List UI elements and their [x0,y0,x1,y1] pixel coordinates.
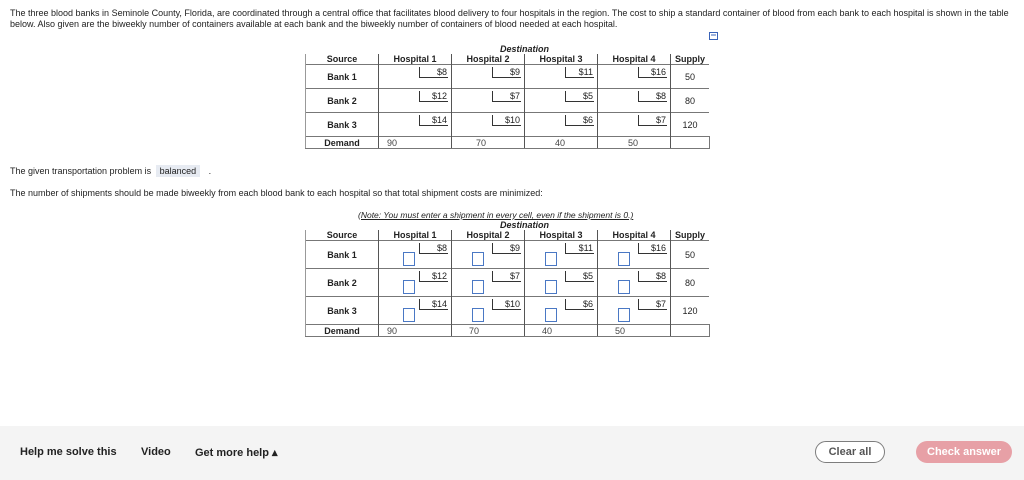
cost-value: $11 [565,243,594,254]
cost-value: $9 [492,67,521,78]
hospital-header: Hospital 3 [525,54,598,65]
cost-value: $7 [638,299,667,310]
shipment-input[interactable] [403,308,415,322]
cost-value: $7 [638,115,667,126]
check-answer-button[interactable]: Check answer [916,441,1012,463]
cost-table [305,44,710,149]
cost-value: $5 [565,271,594,282]
supply-header: Supply [674,230,705,240]
shipment-table [305,220,710,337]
source-header: Source [306,230,379,241]
shipment-input[interactable] [545,252,557,266]
source-label: Bank 1 [306,241,379,269]
shipment-input[interactable] [472,308,484,322]
cost-value: $6 [565,115,594,126]
demand-value: 40 [525,137,598,149]
hospital-header: Hospital 4 [598,54,671,65]
source-label: Bank 3 [306,297,379,325]
demand-value: 90 [379,325,452,337]
balanced-dropdown[interactable]: balanced [156,165,201,177]
cost-value: $9 [492,243,521,254]
hospital-header: Hospital 1 [379,54,452,65]
demand-value: 90 [379,137,452,149]
demand-label: Demand [306,325,379,337]
note-text: (Note: You must enter a shipment in every cell, even if the shipment is 0.) [358,210,634,220]
shipment-input[interactable] [545,308,557,322]
cost-value: $8 [638,91,667,102]
supply-value: 80 [671,89,710,113]
destination-title: Destination [499,220,549,230]
cost-value: $10 [492,115,521,126]
source-header: Source [306,54,379,65]
cost-value: $5 [565,91,594,102]
cost-value: $14 [419,299,448,310]
shipment-input[interactable] [403,280,415,294]
clear-all-button[interactable]: Clear all [815,441,885,463]
table-row [306,113,710,137]
supply-value: 120 [671,297,710,325]
table-row [306,65,710,89]
supply-value: 50 [671,65,710,89]
cost-value: $16 [638,243,667,254]
video-link[interactable]: Video [141,446,171,458]
shipments-text: The number of shipments should be made biweekly from each blood bank to each hospital so that total shipment costs are minimized: [10,188,543,198]
demand-label: Demand [306,137,379,149]
cost-value: $8 [638,271,667,282]
supply-header: Supply [674,54,705,64]
hospital-header: Hospital 3 [525,230,598,241]
balanced-line [10,165,211,177]
demand-value: 40 [525,325,598,337]
demand-value: 70 [452,137,525,149]
source-label: Bank 2 [306,89,379,113]
source-label: Bank 3 [306,113,379,137]
shipment-input[interactable] [618,252,630,266]
hospital-header: Hospital 1 [379,230,452,241]
cost-value: $8 [419,243,448,254]
hospital-header: Hospital 4 [598,230,671,241]
demand-value: 50 [598,325,671,337]
help-me-solve-link[interactable]: Help me solve this [20,446,117,458]
problem-intro: The three blood banks in Seminole County, Florida, are coordinated through a central office that facilitates blood delivery to four hospitals in the region. The cost to ship a standard container of blood from each bank to each hospital is shown in the table below. Also given are the biweekly number of containers available at each bank and the biweekly number of containers of blood needed at each hospital. [10,8,1009,29]
document-icon[interactable] [709,32,718,40]
cost-value: $10 [492,299,521,310]
demand-value: 70 [452,325,525,337]
shipment-input[interactable] [403,252,415,266]
table-row [306,241,710,269]
balanced-prefix: The given transportation problem is [10,166,152,176]
balanced-suffix: . [208,166,212,176]
shipment-input[interactable] [472,280,484,294]
demand-row [306,325,710,337]
shipment-input[interactable] [618,280,630,294]
table-row [306,89,710,113]
demand-value: 50 [598,137,671,149]
supply-value: 80 [671,269,710,297]
cost-value: $7 [492,271,521,282]
cost-value: $8 [419,67,448,78]
cost-value: $6 [565,299,594,310]
shipment-input[interactable] [618,308,630,322]
cost-value: $12 [419,271,448,282]
cost-value: $12 [419,91,448,102]
demand-row [306,137,710,149]
source-label: Bank 1 [306,65,379,89]
shipment-input[interactable] [472,252,484,266]
table-row [306,269,710,297]
supply-value: 50 [671,241,710,269]
cost-value: $11 [565,67,594,78]
hospital-header: Hospital 2 [452,230,525,241]
cost-value: $7 [492,91,521,102]
get-more-help-link[interactable]: Get more help ▴ [195,447,278,459]
destination-title: Destination [499,44,549,54]
supply-value: 120 [671,113,710,137]
source-label: Bank 2 [306,269,379,297]
cost-value: $14 [419,115,448,126]
table-row [306,297,710,325]
shipment-input[interactable] [545,280,557,294]
cost-value: $16 [638,67,667,78]
hospital-header: Hospital 2 [452,54,525,65]
